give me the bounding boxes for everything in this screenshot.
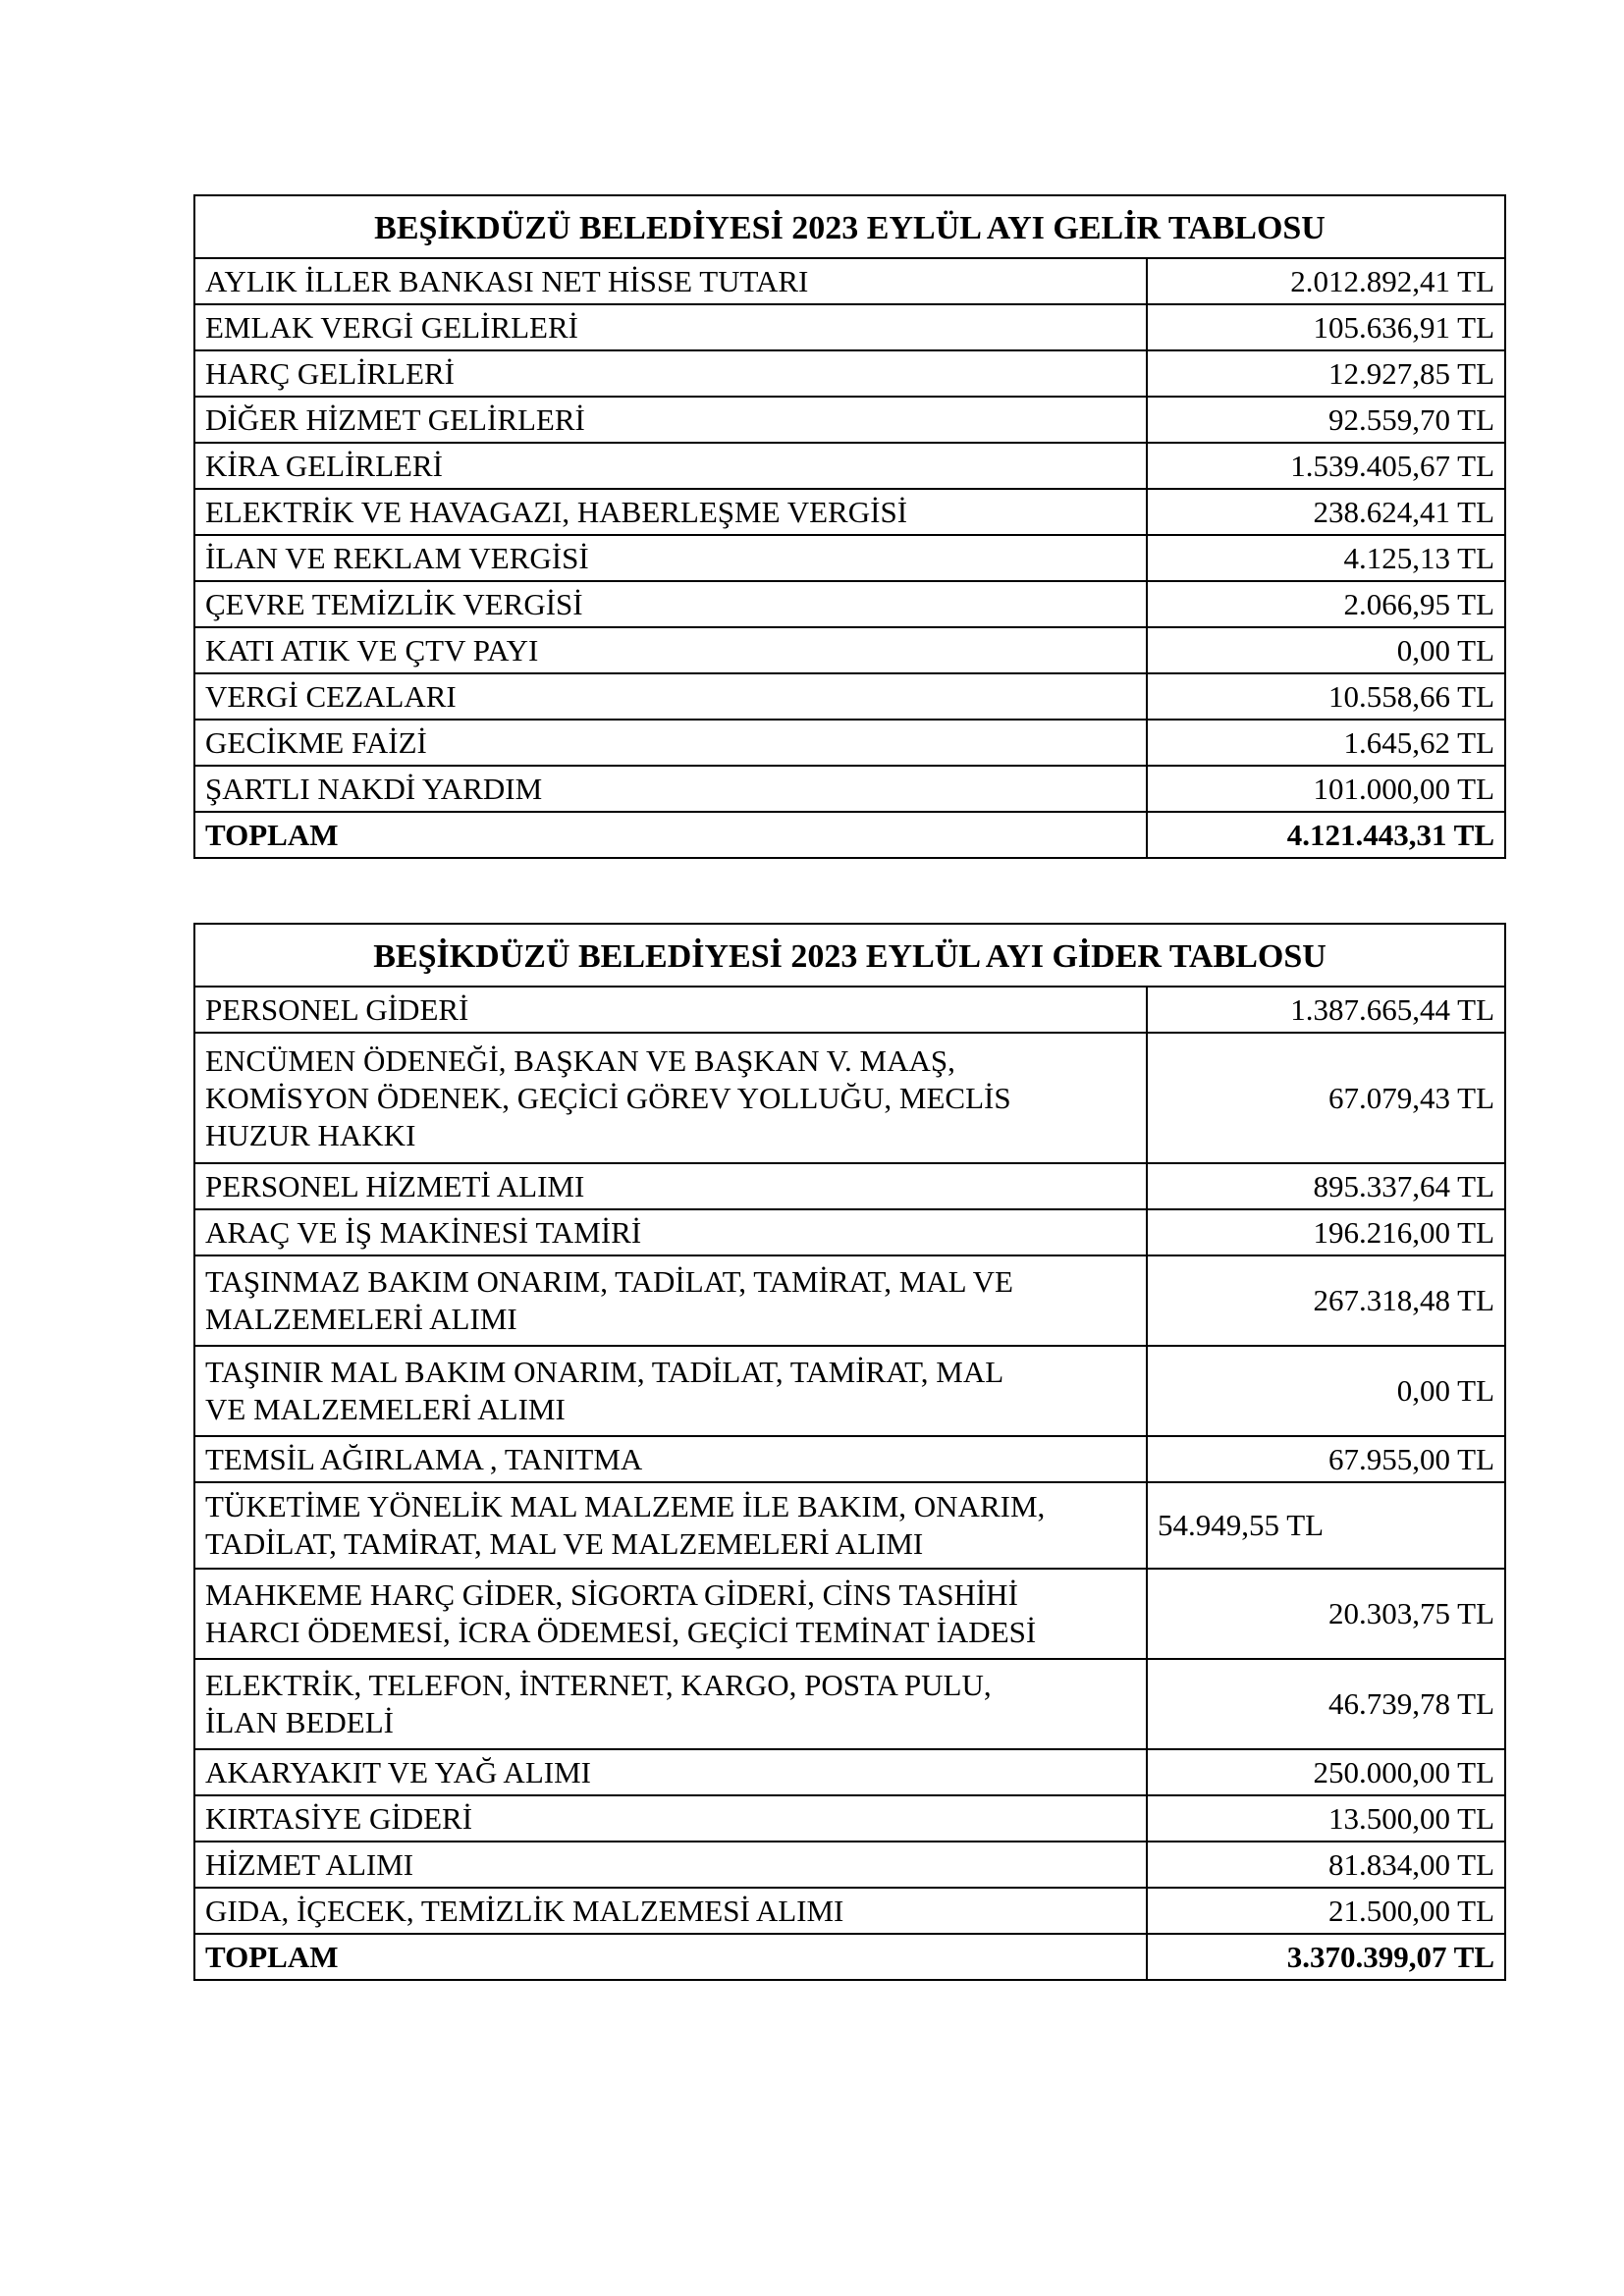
row-label-line: TADİLAT, TAMİRAT, MAL VE MALZEMELERİ ALIMI: [205, 1526, 924, 1561]
row-label: KATI ATIK VE ÇTV PAYI: [194, 627, 1147, 673]
table-row: [194, 397, 1505, 443]
income-table-title: BEŞİKDÜZÜ BELEDİYESİ 2023 EYLÜL AYI GELİR TABLOSU: [194, 195, 1505, 258]
table-row: [194, 766, 1505, 812]
row-value: 4.125,13 TL: [1147, 535, 1505, 581]
table-row: [194, 1842, 1505, 1888]
row-value: 1.539.405,67 TL: [1147, 443, 1505, 489]
row-label: PERSONEL GİDERİ: [194, 987, 1147, 1033]
table-row: [194, 304, 1505, 350]
table-row: [194, 1888, 1505, 1934]
income-table: [193, 194, 1506, 859]
row-value: 67.079,43 TL: [1147, 1033, 1505, 1163]
table-row: [194, 1436, 1505, 1482]
row-label-line: TÜKETİME YÖNELİK MAL MALZEME İLE BAKIM, ONARIM,: [205, 1489, 1046, 1523]
row-label: [194, 1659, 1147, 1749]
row-label: PERSONEL HİZMETİ ALIMI: [194, 1163, 1147, 1209]
table-row: [194, 350, 1505, 397]
row-label-line: HARCI ÖDEMESİ, İCRA ÖDEMESİ, GEÇİCİ TEMİNAT İADESİ: [205, 1615, 1037, 1649]
income-title-row: [194, 195, 1505, 258]
expense-total-row: [194, 1934, 1505, 1980]
row-value: 0,00 TL: [1147, 627, 1505, 673]
row-value: 10.558,66 TL: [1147, 673, 1505, 720]
table-row: [194, 258, 1505, 304]
row-label: ÇEVRE TEMİZLİK VERGİSİ: [194, 581, 1147, 627]
total-label: TOPLAM: [194, 1934, 1147, 1980]
row-label: [194, 1255, 1147, 1346]
row-label: KİRA GELİRLERİ: [194, 443, 1147, 489]
expense-title-row: [194, 924, 1505, 987]
row-label: HİZMET ALIMI: [194, 1842, 1147, 1888]
row-value: 105.636,91 TL: [1147, 304, 1505, 350]
row-label: AYLIK İLLER BANKASI NET HİSSE TUTARI: [194, 258, 1147, 304]
table-row: [194, 627, 1505, 673]
table-row: [194, 673, 1505, 720]
table-row: [194, 720, 1505, 766]
table-row: [194, 489, 1505, 535]
row-label: HARÇ GELİRLERİ: [194, 350, 1147, 397]
table-row: [194, 1569, 1505, 1659]
row-value: 895.337,64 TL: [1147, 1163, 1505, 1209]
table-row: [194, 1659, 1505, 1749]
table-row: [194, 1209, 1505, 1255]
row-value: 81.834,00 TL: [1147, 1842, 1505, 1888]
total-value: 4.121.443,31 TL: [1147, 812, 1505, 858]
row-label-line: ELEKTRİK, TELEFON, İNTERNET, KARGO, POSTA PULU,: [205, 1668, 992, 1702]
table-row: [194, 1163, 1505, 1209]
table-row: [194, 1482, 1505, 1569]
row-label-line: ENCÜMEN ÖDENEĞİ, BAŞKAN VE BAŞKAN V. MAAŞ,: [205, 1042, 955, 1078]
row-value: 267.318,48 TL: [1147, 1255, 1505, 1346]
row-label-line: MAHKEME HARÇ GİDER, SİGORTA GİDERİ, CİNS TASHİHİ: [205, 1577, 1018, 1612]
total-value: 3.370.399,07 TL: [1147, 1934, 1505, 1980]
row-value: 2.066,95 TL: [1147, 581, 1505, 627]
row-value: 1.387.665,44 TL: [1147, 987, 1505, 1033]
row-label: [194, 1346, 1147, 1436]
row-value: 12.927,85 TL: [1147, 350, 1505, 397]
row-value: 196.216,00 TL: [1147, 1209, 1505, 1255]
row-value: 92.559,70 TL: [1147, 397, 1505, 443]
expense-table: [193, 923, 1506, 1981]
total-label: TOPLAM: [194, 812, 1147, 858]
row-label: [194, 1482, 1147, 1569]
table-row: [194, 987, 1505, 1033]
row-value: 2.012.892,41 TL: [1147, 258, 1505, 304]
table-row: [194, 1346, 1505, 1436]
row-value: 21.500,00 TL: [1147, 1888, 1505, 1934]
table-row: [194, 535, 1505, 581]
row-label-line: VE MALZEMELERİ ALIMI: [205, 1392, 566, 1426]
table-row: [194, 1033, 1505, 1163]
row-label: GIDA, İÇECEK, TEMİZLİK MALZEMESİ ALIMI: [194, 1888, 1147, 1934]
row-value: 101.000,00 TL: [1147, 766, 1505, 812]
row-label-line: HUZUR HAKKI: [205, 1117, 416, 1152]
row-label: EMLAK VERGİ GELİRLERİ: [194, 304, 1147, 350]
table-row: [194, 581, 1505, 627]
row-label: DİĞER HİZMET GELİRLERİ: [194, 397, 1147, 443]
row-value: 238.624,41 TL: [1147, 489, 1505, 535]
row-label-line: TAŞINIR MAL BAKIM ONARIM, TADİLAT, TAMİRAT, MAL: [205, 1355, 1004, 1389]
row-value: 1.645,62 TL: [1147, 720, 1505, 766]
row-label: VERGİ CEZALARI: [194, 673, 1147, 720]
row-label: GECİKME FAİZİ: [194, 720, 1147, 766]
table-row: [194, 1255, 1505, 1346]
row-label-line: MALZEMELERİ ALIMI: [205, 1302, 517, 1336]
row-label: [194, 1569, 1147, 1659]
row-label-line: İLAN BEDELİ: [205, 1705, 394, 1739]
row-label: ELEKTRİK VE HAVAGAZI, HABERLEŞME VERGİSİ: [194, 489, 1147, 535]
row-label: İLAN VE REKLAM VERGİSİ: [194, 535, 1147, 581]
row-label: ARAÇ VE İŞ MAKİNESİ TAMİRİ: [194, 1209, 1147, 1255]
row-value: 46.739,78 TL: [1147, 1659, 1505, 1749]
row-label-line: TAŞINMAZ BAKIM ONARIM, TADİLAT, TAMİRAT, MAL VE: [205, 1264, 1013, 1299]
row-value: 0,00 TL: [1147, 1346, 1505, 1436]
row-label: ŞARTLI NAKDİ YARDIM: [194, 766, 1147, 812]
table-row: [194, 443, 1505, 489]
row-label: TEMSİL AĞIRLAMA , TANITMA: [194, 1436, 1147, 1482]
row-value: 67.955,00 TL: [1147, 1436, 1505, 1482]
expense-table-title: BEŞİKDÜZÜ BELEDİYESİ 2023 EYLÜL AYI GİDER TABLOSU: [194, 924, 1505, 987]
row-value: 13.500,00 TL: [1147, 1795, 1505, 1842]
table-row: [194, 1795, 1505, 1842]
row-label: [194, 1033, 1147, 1163]
row-label: AKARYAKIT VE YAĞ ALIMI: [194, 1749, 1147, 1795]
row-value: 20.303,75 TL: [1147, 1569, 1505, 1659]
row-value: 250.000,00 TL: [1147, 1749, 1505, 1795]
row-label: KIRTASİYE GİDERİ: [194, 1795, 1147, 1842]
row-label-line: KOMİSYON ÖDENEK, GEÇİCİ GÖREV YOLLUĞU, MECLİS: [205, 1080, 1011, 1115]
row-value: 54.949,55 TL: [1147, 1482, 1505, 1569]
income-total-row: [194, 812, 1505, 858]
table-row: [194, 1749, 1505, 1795]
